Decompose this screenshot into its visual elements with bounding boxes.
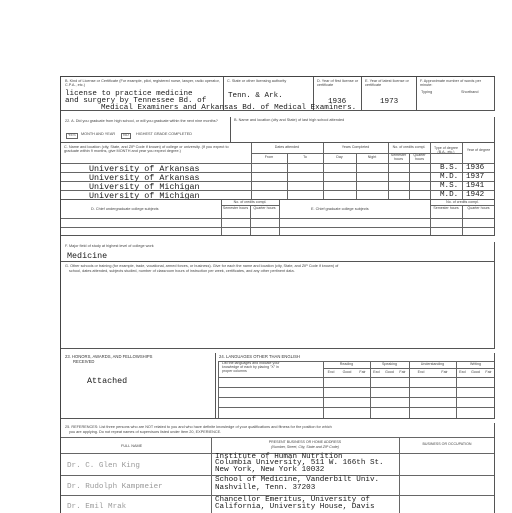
state-license-value: Tenn. & Ark. <box>228 92 283 100</box>
grad-quarter-header: Quarter hours <box>467 206 490 210</box>
to-header: To <box>303 155 307 159</box>
high-school-label: 22. A. Did you graduate from high school, or will you graduate within the next nine months? <box>65 119 218 123</box>
hs-location-box <box>231 117 495 143</box>
references-label-2: you are applying. Do not repeat names of supervisors listed under Item 20, EXPERIENCE. <box>69 430 222 434</box>
college-name-4: University of Michigan <box>89 191 200 200</box>
grad-semester-header: Semester hours <box>433 206 459 210</box>
reading-header: Reading <box>339 362 354 366</box>
ref-addr-1a: Institute of Human Nutrition <box>215 453 343 461</box>
writing-header: Writing <box>469 362 482 366</box>
quarter-hours-header: Quarter hours <box>413 153 426 161</box>
application-form <box>60 76 495 513</box>
latest-license-box <box>362 77 417 111</box>
license-kind-value-3: Medical Examiners and Arkansas Bd. of Medical Examiners. <box>101 104 357 112</box>
ref-business-header: BUSINESS OR OCCUPATION <box>422 442 472 446</box>
latest-license-label: E. Year of latest license or certificate <box>365 79 409 88</box>
other-schools-box <box>61 262 495 349</box>
grad-subjects-label: E. Chief graduate college subjects <box>311 207 369 211</box>
latest-license-value: 1973 <box>380 98 399 106</box>
level-header: Excl <box>459 370 466 374</box>
college-name-1: University of Arkansas <box>89 164 200 174</box>
college-year-3: 1941 <box>466 182 485 190</box>
undergrad-quarter-header: Quarter hours <box>253 206 276 210</box>
credits-header: No. of credits compl. <box>392 145 426 149</box>
college-year-1: 1936 <box>466 164 485 172</box>
ref-addr-3a: Chancellor Emeritus, University of <box>215 496 370 504</box>
college-degree-2: M.D. <box>440 173 459 181</box>
ref-addr-3b: California, University House, Davis <box>215 503 375 511</box>
level-header: Fair <box>441 370 448 374</box>
major-field-label: F. Major field of study at highest level of college work <box>65 244 154 248</box>
understanding-header: Understanding <box>420 362 445 366</box>
college-year-2: 1937 <box>466 173 485 181</box>
level-header: Excl <box>373 370 380 374</box>
languages-box <box>216 353 495 419</box>
ref-name-2: Dr. Rudolph Kampmeier <box>67 483 163 491</box>
languages-label: 24. LANGUAGES OTHER THAN ENGLISH <box>219 354 300 359</box>
hs-month-year: MONTH AND YEAR <box>81 132 116 136</box>
ref-addr-2b: Nashville, Tenn. 37203 <box>215 484 316 492</box>
years-completed-header: Years Completed <box>341 145 370 149</box>
college-degree-4: M.D. <box>440 191 459 199</box>
shorthand-label: Shorthand <box>461 90 479 94</box>
ref-full-name-header: FULL NAME <box>121 444 143 448</box>
ref-addr-1c: New York, New York 10032 <box>215 466 325 474</box>
major-field-box <box>61 242 495 262</box>
degree-year-header: Year of degree <box>466 148 491 152</box>
ref-name-1: Dr. C. Glen King <box>67 462 140 470</box>
dates-attended-header: Dates attended <box>274 145 300 149</box>
from-header: From <box>264 155 274 159</box>
subjects-table <box>61 200 495 236</box>
level-header: Excl <box>417 370 425 374</box>
college-name-label: C. Name and location (city, State, and ZIP Code if known) of college or university. (If you expect to graduate within 9 months, give MONTH and year you expect degree.) <box>64 145 229 154</box>
other-schools-label-2: school, dates attended, subjects studied, number of classroom hours of instruction per week, certificates, and any other pertinent data. <box>69 269 295 273</box>
level-header: Good <box>471 370 480 374</box>
undergrad-credits-header: No. of credits compl. <box>233 200 267 204</box>
honors-box <box>61 353 216 419</box>
references-box <box>61 423 495 513</box>
license-kind-value-2: and surgery by Tennessee Bd. of <box>65 97 207 105</box>
ref-addr-2a: School of Medicine, Vanderbilt Univ. <box>215 476 380 484</box>
college-year-4: 1942 <box>466 191 485 199</box>
words-per-minute-label: F. Approximate number of words per minute: <box>420 79 481 88</box>
level-header: Good <box>342 370 352 374</box>
honors-value: Attached <box>87 376 128 386</box>
honors-label-1: 23. HONORS, AWARDS, AND FELLOWSHIPS <box>65 354 153 359</box>
grad-credits-header: No. of credits compl. <box>446 200 479 204</box>
ref-address-sub: (Number, Street, City, State and ZIP Code) <box>271 445 339 449</box>
level-header: Fair <box>359 370 366 374</box>
state-license-label: C. State or other licensing authority <box>227 79 287 83</box>
high-school-box <box>61 117 231 143</box>
speaking-header: Speaking <box>382 362 397 366</box>
college-table <box>61 143 495 200</box>
undergrad-subjects-label: D. Chief undergraduate college subjects <box>91 207 159 211</box>
first-license-value: 1936 <box>328 98 347 106</box>
references-label-1: 25. REFERENCES: List three persons who are NOT related to you and who have definite knowledge of your qualifications and fitness for the position for which <box>65 425 332 429</box>
typing-label: Typing <box>421 90 433 94</box>
hs-no-checkbox[interactable]: NO <box>123 133 129 137</box>
semester-hours-header: Semester hours <box>390 153 407 161</box>
level-header: Excl <box>327 370 335 374</box>
ref-address-header: PRESENT BUSINESS OR HOME ADDRESS <box>268 440 342 444</box>
first-license-label: D. Year of first license or certificate <box>317 79 359 88</box>
college-name-3: University of Michigan <box>89 182 200 192</box>
license-kind-label: B. Kind of License or Certificate (For example, pilot, registered nurse, lawyer, radio operator, C.P.A., etc.) <box>65 79 220 88</box>
hs-yes-checkbox[interactable]: YES <box>68 133 76 137</box>
words-per-minute-box <box>417 77 495 111</box>
college-degree-3: M.S. <box>440 182 459 190</box>
day-header: Day <box>336 155 343 159</box>
hs-location-label: B. Name and location (city and State) of last high school attended <box>234 118 345 122</box>
night-header: Night <box>367 155 377 159</box>
honors-label-2: RECEIVED <box>73 359 95 364</box>
college-degree-1: B.S. <box>440 164 459 172</box>
other-schools-label-1: G. Other schools or training (for example, trade, vocational, armed forces, or business). Give for each the name and location (city, State, and ZIP Code if known) of <box>65 264 339 268</box>
level-header: Good <box>385 370 394 374</box>
languages-instruction: List the languages and indicate your knowledge of each by placing "X" in proper columns <box>222 361 280 373</box>
level-header: Fair <box>399 370 406 374</box>
license-kind-value-1: license to practice medicine <box>65 90 193 98</box>
ref-name-3: Dr. Emil Mrak <box>67 503 127 511</box>
major-field-value: Medicine <box>67 251 108 261</box>
degree-type-header: Type of degree (B.A., etc.) <box>434 146 458 154</box>
college-name-2: University of Arkansas <box>89 173 200 183</box>
undergrad-semester-header: Semester hours <box>222 206 249 210</box>
hs-highest-grade: HIGHEST GRADE COMPLETED <box>136 132 193 136</box>
ref-addr-1b: Columbia University, 511 W. 166th St. <box>215 459 384 467</box>
level-header: Fair <box>485 370 492 374</box>
